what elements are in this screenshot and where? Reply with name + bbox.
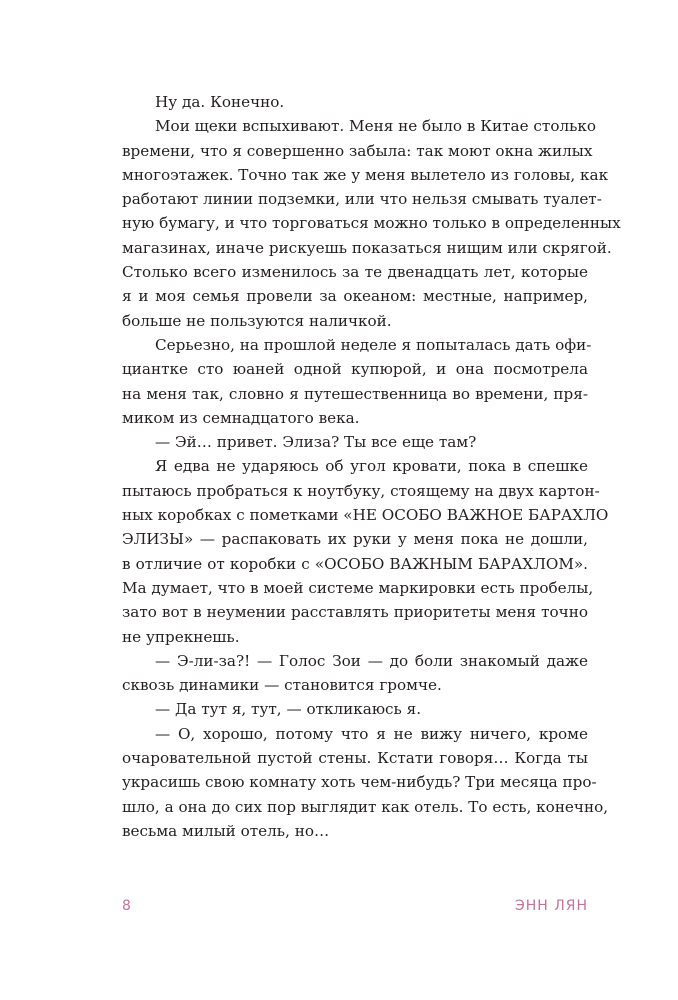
text-line: на меня так, словно я путешественница во времени, пря-: [122, 384, 588, 403]
paragraph: [122, 114, 621, 333]
text-line: — Эй… привет. Элиза? Ты все еще там?: [155, 433, 477, 452]
text-line: в отличие от коробки с «ОСОБО ВАЖНЫМ БАРАХЛОМ».: [122, 554, 588, 573]
text-line: Серьезно, на прошлой неделе я попыталась дать офи-: [155, 335, 592, 354]
text-line: ных коробках с пометками «НЕ ОСОБО ВАЖНОЕ БАРАХЛО: [122, 506, 609, 525]
text-line: ную бумагу, и что торговаться можно только в определенных: [122, 214, 621, 233]
text-line: пытаюсь пробраться к ноутбуку, стоящему на двух картон-: [122, 481, 600, 500]
text-line: многоэтажек. Точно так же у меня вылетело из головы, как: [122, 165, 609, 184]
paragraph: [122, 430, 588, 454]
text-line: Я едва не ударяюсь об угол кровати, пока в спешке: [155, 457, 588, 476]
text-line: больше не пользуются наличкой.: [122, 311, 392, 330]
text-line: работают линии подземки, или что нельзя смывать туалет-: [122, 190, 602, 209]
text-line: украсишь свою комнату хоть чем-нибудь? Три месяца про-: [122, 773, 597, 792]
text-line: весьма милый отель, но…: [122, 821, 330, 840]
text-line: времени, что я совершенно забыла: так моют окна жилых: [122, 141, 593, 160]
text-line: — Э-ли-за?! — Голос Зои — до боли знакомый даже: [155, 651, 588, 670]
text-line: — Да тут я, тут, — откликаюсь я.: [155, 700, 422, 719]
text-line: не упрекнешь.: [122, 627, 240, 646]
paragraph: [122, 649, 588, 698]
paragraph: [122, 333, 592, 430]
paragraph: [122, 722, 609, 843]
text-line: шло, а она до сих пор выглядит как отель. То есть, конечно,: [122, 797, 609, 816]
running-head-author: ЭНН ЛЯН: [514, 898, 588, 914]
text-line: — О, хорошо, потому что я не вижу ничего, кроме: [155, 724, 588, 743]
text-line: ЭЛИЗЫ» — распаковать их руки у меня пока не дошли,: [122, 530, 588, 549]
paragraph: [122, 454, 609, 648]
text-line: Столько всего изменилось за те двенадцать лет, которые: [122, 263, 588, 282]
text-line: Ма думает, что в моей системе маркировки есть пробелы,: [122, 578, 594, 597]
text-line: сквозь динамики — становится громче.: [122, 676, 442, 695]
text-line: магазинах, иначе рискуешь показаться нищим или скрягой.: [122, 238, 612, 257]
text-line: очаровательной пустой стены. Кстати говоря… Когда ты: [122, 749, 588, 768]
text-line: циантке сто юаней одной купюрой, и она посмотрела: [122, 360, 588, 379]
text-line: Мои щеки вспыхивают. Меня не было в Китае столько: [155, 117, 597, 136]
text-line: Ну да. Конечно.: [155, 93, 285, 111]
paragraph: [122, 697, 588, 721]
page-number: 8: [122, 898, 132, 914]
page-body-text: [122, 90, 621, 843]
text-line: я и моя семья провели за океаном: местные, например,: [122, 287, 588, 306]
text-line: миком из семнадцатого века.: [122, 408, 360, 427]
paragraph: [122, 90, 588, 114]
text-line: зато вот в неумении расставлять приоритеты меня точно: [122, 603, 588, 622]
